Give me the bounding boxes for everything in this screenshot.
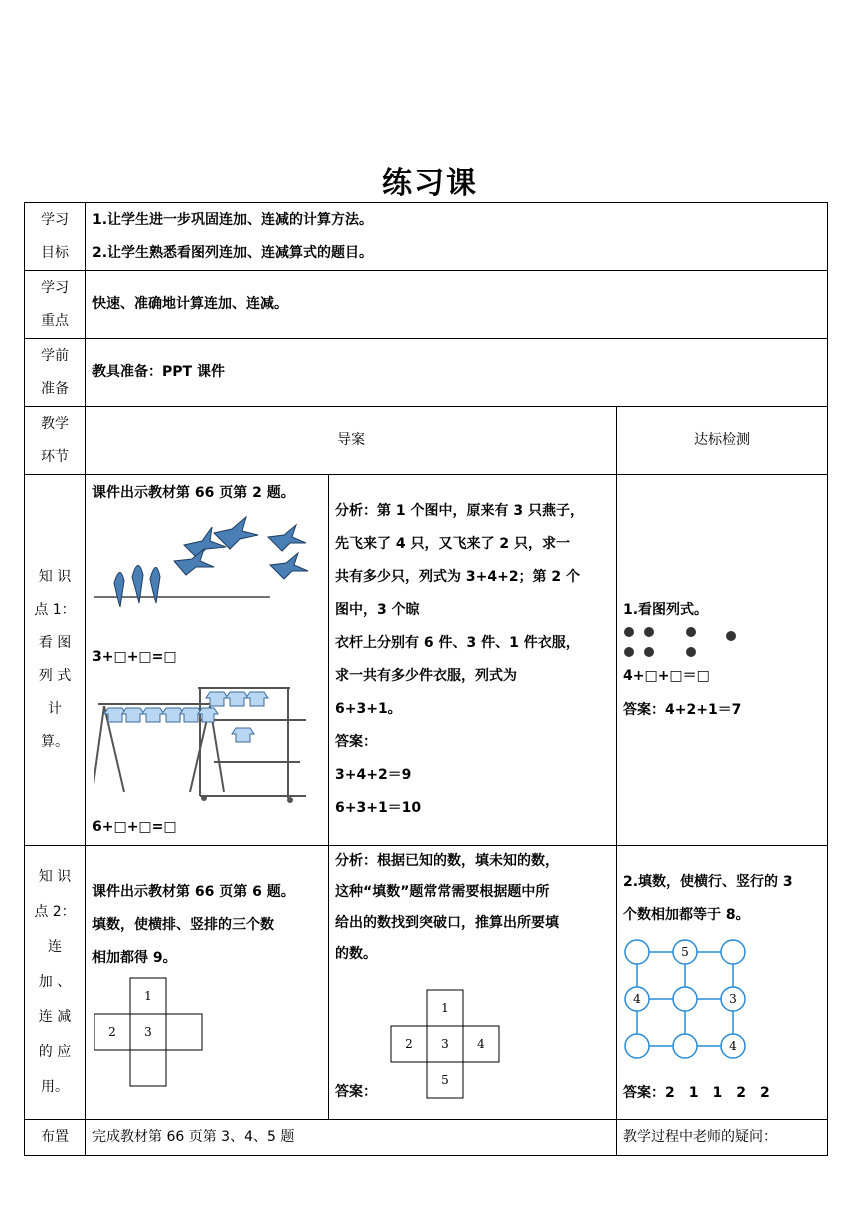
- k1-intro: 课件出示教材第 66 页第 2 题。: [92, 485, 295, 501]
- cross-grid-answer: [389, 988, 505, 1108]
- cross-grid-left: [94, 974, 214, 1090]
- assign-content: 完成教材第 66 页第 3、4、5 题: [86, 1120, 617, 1156]
- grid-left-center: 3: [144, 1025, 152, 1039]
- k2-intro: 课件出示教材第 66 页第 6 题。 填数，使横排、竖排的三个数 相加都得 9。: [92, 884, 295, 966]
- page-title: 练习课: [382, 166, 478, 201]
- prep-label: 学前 准备: [25, 339, 86, 407]
- key-row: [25, 271, 828, 339]
- guide-header: 导案: [86, 407, 617, 475]
- assign-row: [25, 1120, 828, 1156]
- knowledge1-row: [25, 475, 828, 846]
- k2-label: 知 识 点 2： 连 加 、 连 减 的 应 用。: [25, 846, 86, 1120]
- swallows-illustration: [94, 515, 320, 627]
- grid-left-left: 2: [108, 1025, 116, 1039]
- svg-text:5: 5: [681, 945, 689, 959]
- prep-row: [25, 339, 828, 407]
- grid-left-top: 1: [144, 989, 152, 1003]
- k1-label: 知 识 点 1： 看 图 列 式 计 算。: [25, 475, 86, 846]
- k1-eq1: 3+□+□=□: [92, 649, 177, 665]
- goal-row: [25, 203, 828, 271]
- goal-content: 1.让学生进一步巩固连加、连减的计算方法。 2.让学生熟悉看图列连加、连减算式的题目。: [86, 203, 828, 271]
- stage-label: 教学 环节: [25, 407, 86, 475]
- svg-text:4: 4: [633, 992, 641, 1006]
- goal-label: 学习 目标: [25, 203, 86, 271]
- svg-text:5: 5: [441, 1073, 449, 1087]
- k2-check-answer: 答案：2 1 1 2 2: [623, 1085, 770, 1101]
- k2-check: 2.填数，使横行、竖行的 3 个数相加都等于 8。 5 4 3 4 答案：2 1 1 2 2: [617, 846, 828, 1120]
- k2-guide-left: [86, 846, 329, 1120]
- svg-text:4: 4: [729, 1039, 737, 1053]
- k1-guide-left: [86, 475, 329, 846]
- svg-text:3: 3: [729, 992, 737, 1006]
- knowledge2-row: [25, 846, 828, 1120]
- k2-analysis: 分析：根据已知的数，填未知的数， 这种“填数”题常常需要根据题中所 给出的数找到突破口，推算出所要填 的数。 1 2 3 4 5 答案：: [329, 846, 617, 1120]
- k1-analysis: 分析：第 1 个图中，原来有 3 只燕子， 先飞来了 4 只，又飞来了 2 只，求一 共有多少只，列式为 3+4+2；第 2 个 图中，3 个晾 衣杆上分别有 6 件、3 件、1 件衣服， 求一共有多少件衣服，列式为 6+3+1。 答案： 3+4+2＝9 6+3+1＝10: [329, 475, 617, 846]
- check-header: 达标检测: [617, 407, 828, 475]
- clothes-rack-illustration: [94, 680, 320, 810]
- lesson-table: [24, 202, 828, 1156]
- stage-row: [25, 407, 828, 475]
- svg-text:4: 4: [477, 1037, 485, 1051]
- key-content: 快速、准确地计算连加、连减。: [86, 271, 828, 339]
- k1-check: 1.看图列式。 4+□+□＝□ 答案：4+2+1＝7: [617, 475, 828, 846]
- k2-answer-label: 答案：: [335, 1084, 377, 1100]
- svg-text:3: 3: [441, 1037, 449, 1051]
- assign-note: 教学过程中老师的疑问：: [617, 1120, 828, 1156]
- flowers-illustration: [623, 624, 743, 662]
- key-label: 学习 重点: [25, 271, 86, 339]
- k1-eq2: 6+□+□=□: [92, 819, 177, 835]
- svg-text:2: 2: [405, 1037, 413, 1051]
- assign-label: 布置: [25, 1120, 86, 1156]
- svg-text:1: 1: [441, 1001, 449, 1015]
- circle-grid: [621, 934, 751, 1068]
- prep-content: 教具准备：PPT 课件: [86, 339, 828, 407]
